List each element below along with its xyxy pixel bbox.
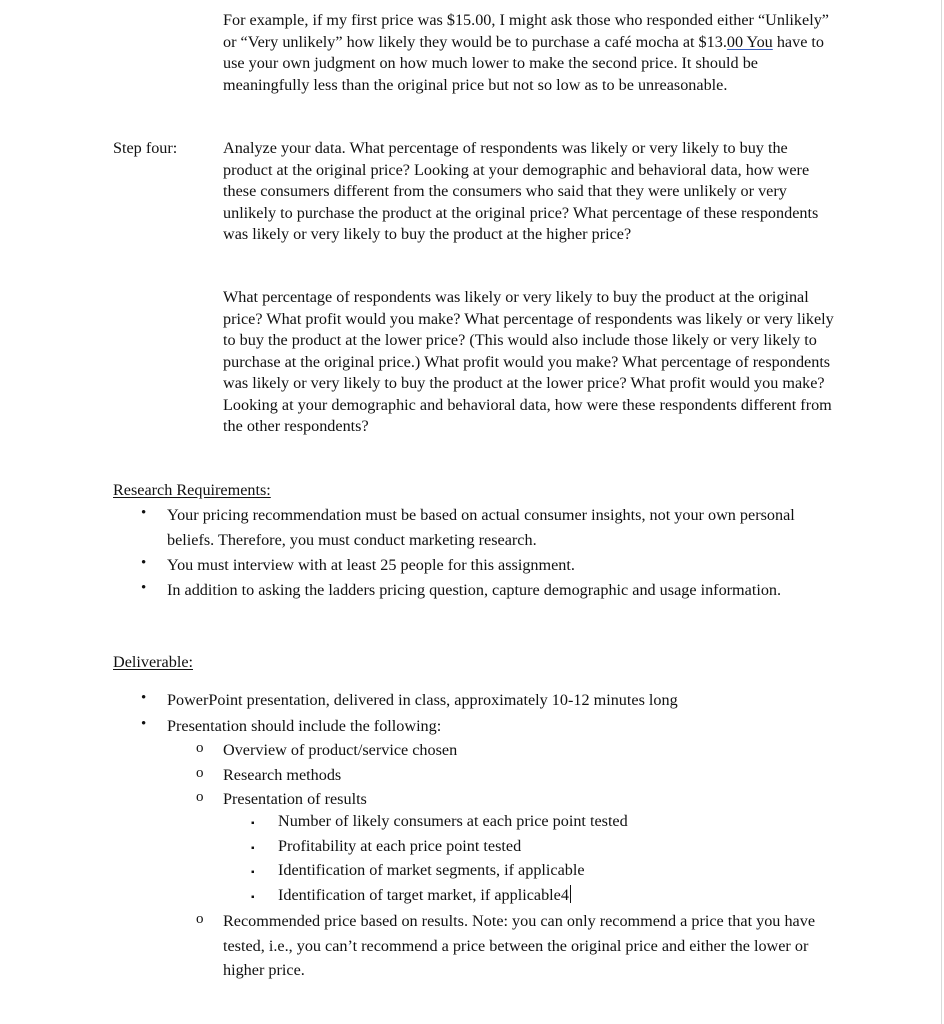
list-item-text: You must interview with at least 25 people for this assignment. xyxy=(167,556,575,574)
sub-sub-list-item-text: Number of likely consumers at each price point tested xyxy=(278,812,628,830)
step-four-paragraph-1[interactable]: Analyze your data. What percentage of respondents was likely or very likely to buy the product at the original price? Looking at your demographic and behavioral data, how were these consumers different from the consumers who said that they were unlikely or very unlikely to purchase the product at the original price? What percentage of these respondents was likely or very likely to buy the product at the higher price? xyxy=(223,139,819,243)
list-item-text: PowerPoint presentation, delivered in class, approximately 10-12 minutes long xyxy=(167,691,678,709)
square-bullet-icon: ▪ xyxy=(251,892,255,903)
bullet-icon: • xyxy=(141,716,147,732)
step-four-paragraph-2[interactable]: What percentage of respondents was likely or very likely to buy the product at the original price? What profit would you make? What percentage of respondents was likely or very likely to buy the product at the lower price? (This would also include those likely or very likely to purchase at the original price.) What profit would you make? What percentage of respondents was likely or very likely to buy the product at the lower price? What profit would you make? Looking at your demographic and behavioral data, how were these respondents different from the other respondents? xyxy=(223,288,834,435)
circle-bullet-icon: o xyxy=(196,740,204,756)
sub-list-item-text: Recommended price based on results. Note: you can only recommend a price that you have tested, i.e., you can’t recommend a price between the original price and either the lower or higher price. xyxy=(223,912,815,979)
circle-bullet-icon: o xyxy=(196,789,204,805)
step-four-label: Step four: xyxy=(113,139,178,157)
sub-list-item-text: Research methods xyxy=(223,766,342,784)
sub-list-item-text: Overview of product/service chosen xyxy=(223,741,458,759)
deliverable-heading: Deliverable: xyxy=(113,653,193,671)
square-bullet-icon: ▪ xyxy=(251,818,255,829)
square-bullet-icon: ▪ xyxy=(251,843,255,854)
intro-text-2: have to use your own judgment on how much lower to make the second price. It should be meaningfully less than the original price but not so low as to be unreasonable. xyxy=(223,32,825,94)
sub-sub-list-item-label: Identification of target market, if applicable4 xyxy=(278,886,569,904)
bullet-icon: • xyxy=(141,505,147,521)
bullet-icon: • xyxy=(141,580,147,596)
circle-bullet-icon: o xyxy=(196,911,204,927)
list-item-text: Presentation should include the following: xyxy=(167,717,442,735)
sub-sub-list-item-text xyxy=(278,885,838,907)
square-bullet-icon: ▪ xyxy=(251,867,255,878)
bullet-icon: • xyxy=(141,690,147,706)
intro-text-1: For example, if my first price was $15.00, I might ask those who responded either “Unlikely” or “Very unlikely” how likely they would be to purchase a café mocha at $13. xyxy=(223,11,829,51)
bullet-icon: • xyxy=(141,555,147,571)
circle-bullet-icon: o xyxy=(196,765,204,781)
sub-sub-list-item-text: Profitability at each price point tested xyxy=(278,837,522,855)
page-edge xyxy=(941,0,942,1024)
intro-paragraph[interactable] xyxy=(223,10,835,96)
research-requirements-heading: Research Requirements: xyxy=(113,481,271,499)
list-item-text: Your pricing recommendation must be based on actual consumer insights, not your own personal beliefs. Therefore, you must conduct marketing research. xyxy=(167,506,795,549)
text-cursor xyxy=(570,885,571,903)
underlined-text: 00 You xyxy=(726,32,773,51)
sub-list-item-text: Presentation of results xyxy=(223,790,367,808)
sub-sub-list-item-text: Identification of market segments, if applicable xyxy=(278,861,585,879)
list-item-text: In addition to asking the ladders pricing question, capture demographic and usage information. xyxy=(167,581,782,599)
